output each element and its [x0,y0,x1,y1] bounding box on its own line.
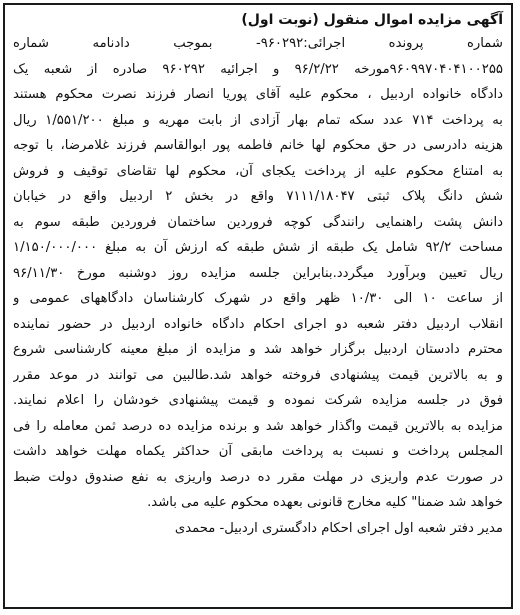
body-line: انقلاب اردبیل دفتر شعبه دو اجرای احکام دادگاه خانواده اردبیل در حضور نماینده [13,316,503,332]
body-line: دانش پشت راهنمایی رانندگی کوچه فروردین ساختمان فروردین طبقه سوم به [13,214,503,230]
body-line: خواهد شد ضمنا" کلیه مخارج قانونی بعهده محکوم علیه می باشد. [147,495,503,510]
body-line: محترم دادستان اردبیل برگزار خواهد شد و مزایده از مبلغ معینه کارشناسی شروع [13,342,503,357]
notice-title: آگهی مزایده اموال منقول (نوبت اول) [241,12,503,28]
body-line: در صورت عدم واریزی در مهلت مقرر ده درصد واریزی به نفع صندوق دولت ضبط [13,469,503,485]
notice-body [13,31,503,516]
body-line: شش دانگ پلاک ثبتی ۷۱۱۱/۱۸۰۴۷ واقع در بخش ۲ اردبیل واقع در خیابان [13,189,503,204]
body-line: المجلس پرداخت و نسبت به پرداخت مابقی آن حداکثر یکماه مهلت خواهد داشت [13,444,503,459]
body-line: مزایده به بالاترین قیمت واگذار خواهد شد و برنده مزایده ده درصد ثمن معامله را فی [13,418,503,434]
auction-notice [3,3,513,609]
body-line: شماره پرونده اجرائی:۹۶۰۲۹۲- بموجب دادنامه شماره [13,36,503,51]
body-line: مساحت ۹۲/۲ شامل یک طبقه از شش طبقه که ارزش آن به مبلغ ۱/۱۵۰/۰۰۰/۰۰۰ [13,240,503,255]
body-line: ۹۶۰۹۹۷۰۴۰۴۱۰۰۲۵۵مورخه ۹۶/۲/۲۲ و اجرائیه ۹۶۰۲۹۲ صادره از شعبه یک [13,61,503,77]
body-line: ریال تعیین وبرآورد میگردد.بنابراین جلسه مزایده روز دوشنبه مورخ ۹۶/۱۱/۳۰ [13,265,503,281]
body-line: و به بالاترین قیمت پیشنهادی فروخته خواهد شد.طالبین می توانند در موعد مقرر [13,367,503,383]
body-line: هزینه دادرسی در حق محکوم لها خانم فاطمه پور ابوالقاسم فرزند غلامرضا، با توجه [13,138,503,153]
body-line: فوق در جلسه مزایده شرکت نموده و قیمت پیشنهادی خودشان را اعلام نمایند. [13,393,503,408]
notice-signature: مدیر دفتر شعبه اول اجرای احکام دادگستری اردبیل- محمدی [174,520,503,536]
body-line: از ساعت ۱۰ الی ۱۰/۳۰ ظهر واقع در شهرک کارشناسان دادگاههای عمومی و [13,291,503,306]
body-line: دادگاه خانواده اردبیل ، محکوم علیه آقای پوریا انصار فرزند نصرت محکوم هستند [13,87,503,102]
body-line: به پرداخت ۷۱۴ عدد سکه تمام بهار آزادی از بابت مهریه و مبلغ ۱/۵۵۱/۲۰۰ ریال [13,112,503,128]
body-line: به امتناع محکوم علیه از پرداخت یکجای آن، محکوم لها تقاضای توقیف و فروش [13,163,503,179]
